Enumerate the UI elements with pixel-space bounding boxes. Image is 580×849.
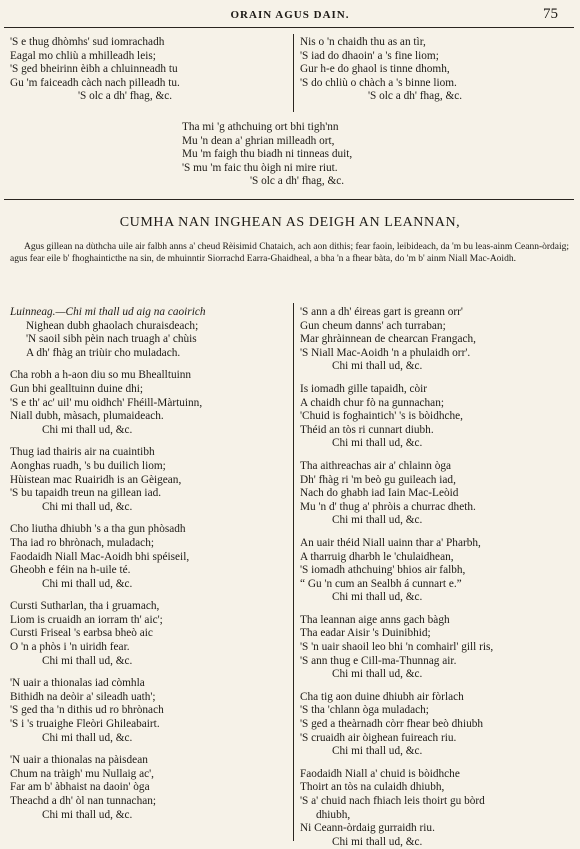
verse-line: Tha leannan aige anns gach bàgh [300,613,450,626]
stanza [10,523,206,591]
verse-line: Gun bhi gealltuinn duine dhi; [10,382,144,395]
verse-line: 'S tha 'chlann òga muladach; [300,704,429,717]
verse-line: Luinneag.—Chi mi thall ud aig na caoirich [10,306,206,318]
verse-line: Mu 'm faigh thu biadh ni tinneas duit, [182,148,353,161]
verse-line: 'S mu 'm faic thu òigh ni mire riut. [182,161,338,174]
verse-line: 'S a' chuid nach fhiach leis thoirt gu bòrd [300,795,485,807]
stanza [10,306,206,360]
verse-line: 'S do chliù o chàch a 's binne liom. [300,76,457,89]
verse-line: Gu 'm faiceadh càch nach pilleadh tu. [10,76,180,89]
verse-line: Ni Ceann-òrdaig gurraidh riu. [300,822,435,835]
verse-line: O 'n a phòs i 'n uiridh fear. [10,641,130,654]
verse-line: Mu 'n d' thug a' phròis a churrac dheth. [300,500,476,513]
verse-line: A tharruig dharbh le 'chulaidhean, [300,550,454,563]
verse-line: Niall dubh, màsach, plumaideach. [10,410,164,423]
refrain-line: 'S olc a dh' fhag, &c. [250,175,345,188]
refrain-line: Chi mi thall ud, &c. [42,731,133,744]
refrain-line: Chi mi thall ud, &c. [42,423,133,436]
top-center-stanza [182,121,352,189]
stanza [300,383,493,451]
verse-line: 'S ann a dh' éireas gart is greann orr' [300,306,463,318]
section-rule [4,199,574,200]
verse-line: Eagal mo chliù a mhilleadh leis; [10,49,156,62]
refrain-line: Chi mi thall ud, &c. [42,500,133,513]
verse-line: “ Gu 'n cum an Sealbh á cunnart e.” [300,577,462,590]
poem-title: CUMHA NAN INGHEAN AS DEIGH AN LEANNAN, [119,215,461,230]
verse-line: 'S bu tapaidh treun na gillean iad. [10,487,162,500]
verse-line: Theachd a dh' òl nan tunnachan; [10,795,157,807]
verse-line: Nis o 'n chaidh thu as an tìr, [300,36,426,48]
verse-line: Cursti Friseal 's earbsa bheò aic [10,627,153,640]
verse-line: Tha iad ro bhrònach, muladach; [10,536,154,549]
verse-line: Cho liutha dhiubh 's a tha gun phòsadh [10,523,186,536]
page-number: 75 [543,6,558,22]
verse-line: 'S i 's truaighe Fleòri Ghileabairt. [10,718,160,731]
verse-line: Cursti Sutharlan, tha i gruamach, [10,600,160,613]
refrain-line: Chi mi thall ud, &c. [332,360,423,373]
verse-line: Chum na tràigh' mu Nullaig ac', [10,767,154,780]
verse-line: 'S 'n uair shaoil leo bhi 'n comhairl' gill ris, [300,641,494,654]
verse-line: Gheobh e féin na h-uile té. [10,564,131,577]
verse-line: Faodaidh Niall a' chuid is bòidhche [300,767,460,780]
refrain-line: Chi mi thall ud, &c. [42,577,133,590]
verse-line: 'S ged tha 'n dithis ud ro bhrònach [10,704,164,717]
page-header [0,4,580,26]
verse-line: An uair théid Niall uainn thar a' Pharbh, [300,536,481,549]
verse-line: Mar ghràinnean de chearcan Frangach, [300,333,476,346]
verse-line: 'S cruaidh air òighean fuireach riu. [300,731,457,744]
verse-line: Gun cheum danns' ach turraban; [300,319,446,332]
refrain-line: 'S olc a dh' fhag, &c. [368,90,463,103]
stanza [10,754,206,822]
stanza [300,768,493,849]
verse-line: Thug iad thairis air na cuaintibh [10,446,155,459]
verse-line: 'N uair a thionalas na pàisdean [10,754,148,767]
verse-line: Théid an tòs ri cunnart diubh. [300,423,434,436]
verse-line: 'S ann thug e Cill-ma-Thunnag air. [300,654,457,667]
stanza [300,306,493,374]
column-divider [293,34,294,112]
stanza [300,614,493,682]
refrain-line: Chi mi thall ud, &c. [332,591,423,604]
verse-line: Thoirt an tòs na culaidh dhiubh, [300,781,445,794]
verse-line: Cha robh a h-aon diu so mu Bhealltuinn [10,369,192,382]
verse-line: 'S e th' ac' uil' mu oidhch' Fhéill-Màrtuinn, [10,396,203,409]
verse-line: 'N uair a thionalas iad còmhla [10,677,145,690]
refrain-line: Chi mi thall ud, &c. [332,835,423,848]
refrain-line: Chi mi thall ud, &c. [332,437,423,450]
stanza [10,677,206,745]
verse-line: Bithidh na deòir a' sileadh uath'; [10,690,156,703]
verse-line: 'N saoil sibh pèin nach truagh a' chùis [26,333,197,346]
header-rule [4,27,574,28]
refrain-line: 'S olc a dh' fhag, &c. [78,90,173,103]
verse-line: Gur h-e do ghaol is tinne dhomh, [300,63,450,76]
verse-line: Nach do ghabh iad Iain Mac-Leòid [300,487,459,500]
verse-line: A dh' fhàg an triùir cho muladach. [26,346,181,359]
verse-line: Nighean dubh ghaolach churaisdeach; [26,319,199,332]
stanza [10,446,206,514]
top-left-stanza [10,36,180,104]
verse-line: Tha eadar Aisir 's Duinibhid; [300,627,431,640]
verse-line: 'S Niall Mac-Aoidh 'n a phulaidh orr'. [300,346,471,359]
stanza [300,691,493,759]
verse-line: Is iomadh gille tapaidh, còir [300,382,428,395]
right-column [300,306,493,849]
verse-line: 'S e thug dhòmhs' sud iomrachadh [10,36,165,48]
verse-line: 'S ged bheirinn èibh a chluinneadh tu [10,63,178,76]
stanza [300,537,493,605]
refrain-line: Chi mi thall ud, &c. [332,745,423,758]
verse-line: A chaidh chur fò na gunnachan; [300,396,444,409]
verse-line: 'S ged a theàrnadh còrr fhear beò dhiubh [300,718,484,731]
verse-line: Aonghas ruadh, 's bu duilich liom; [10,459,166,472]
verse-line: 'S iad do dhaoin' a 's fine liom; [300,49,439,62]
verse-line: Dh' fhàg ri 'm beò gu guileach iad, [300,473,456,486]
intro-text: Agus gillean na dùthcha uile air falbh anns a' cheud Rèisimid Chataich, ach aon dithis; fear faoin, leibideach, da 'm bu leas-ainm Ceann-òrdaig; agus fear eile b' fhoghainticthe na sin, de mhuinntir Siorrachd Earra-Ghaidheal, a bha 'n a fhear bàta, do 'm b' ainm Niall Mac-Aoidh. [10,242,570,264]
verse-line: Hùistean mac Ruairidh is an Gèigean, [10,473,182,486]
verse-line: 'S iomadh athchuing' bhios air falbh, [300,564,466,577]
verse-line: Mu 'n dean a' ghrian milleadh ort, [182,134,335,147]
verse-line: Tha mi 'g athchuing ort bhi tigh'nn [182,121,339,133]
poem-introduction [10,242,572,265]
refrain-line: Chi mi thall ud, &c. [332,514,423,527]
stanza [10,600,206,668]
verse-line: Cha tig aon duine dhiubh air fòrlach [300,690,464,703]
refrain-line: Chi mi thall ud, &c. [332,668,423,681]
verse-line: Faodaidh Niall Mac-Aoidh bhi spéiseil, [10,550,190,563]
top-right-stanza [300,36,462,104]
verse-line: Far am b' àbhaist na daoin' òga [10,781,150,794]
stanza [300,460,493,528]
verse-line: dhiubh, [316,808,351,821]
left-column [10,306,206,822]
column-divider [293,303,294,841]
refrain-line: Chi mi thall ud, &c. [42,808,133,821]
verse-line: Liom is cruaidh an iorram th' aic'; [10,613,163,626]
verse-line: Tha aithreachas air a' chlainn òga [300,459,452,472]
running-title: ORAIN AGUS DAIN. [230,9,350,21]
stanza [10,369,206,437]
verse-line: 'Chuid is foghaintich' 's is bòidhche, [300,410,463,423]
refrain-line: Chi mi thall ud, &c. [42,654,133,667]
